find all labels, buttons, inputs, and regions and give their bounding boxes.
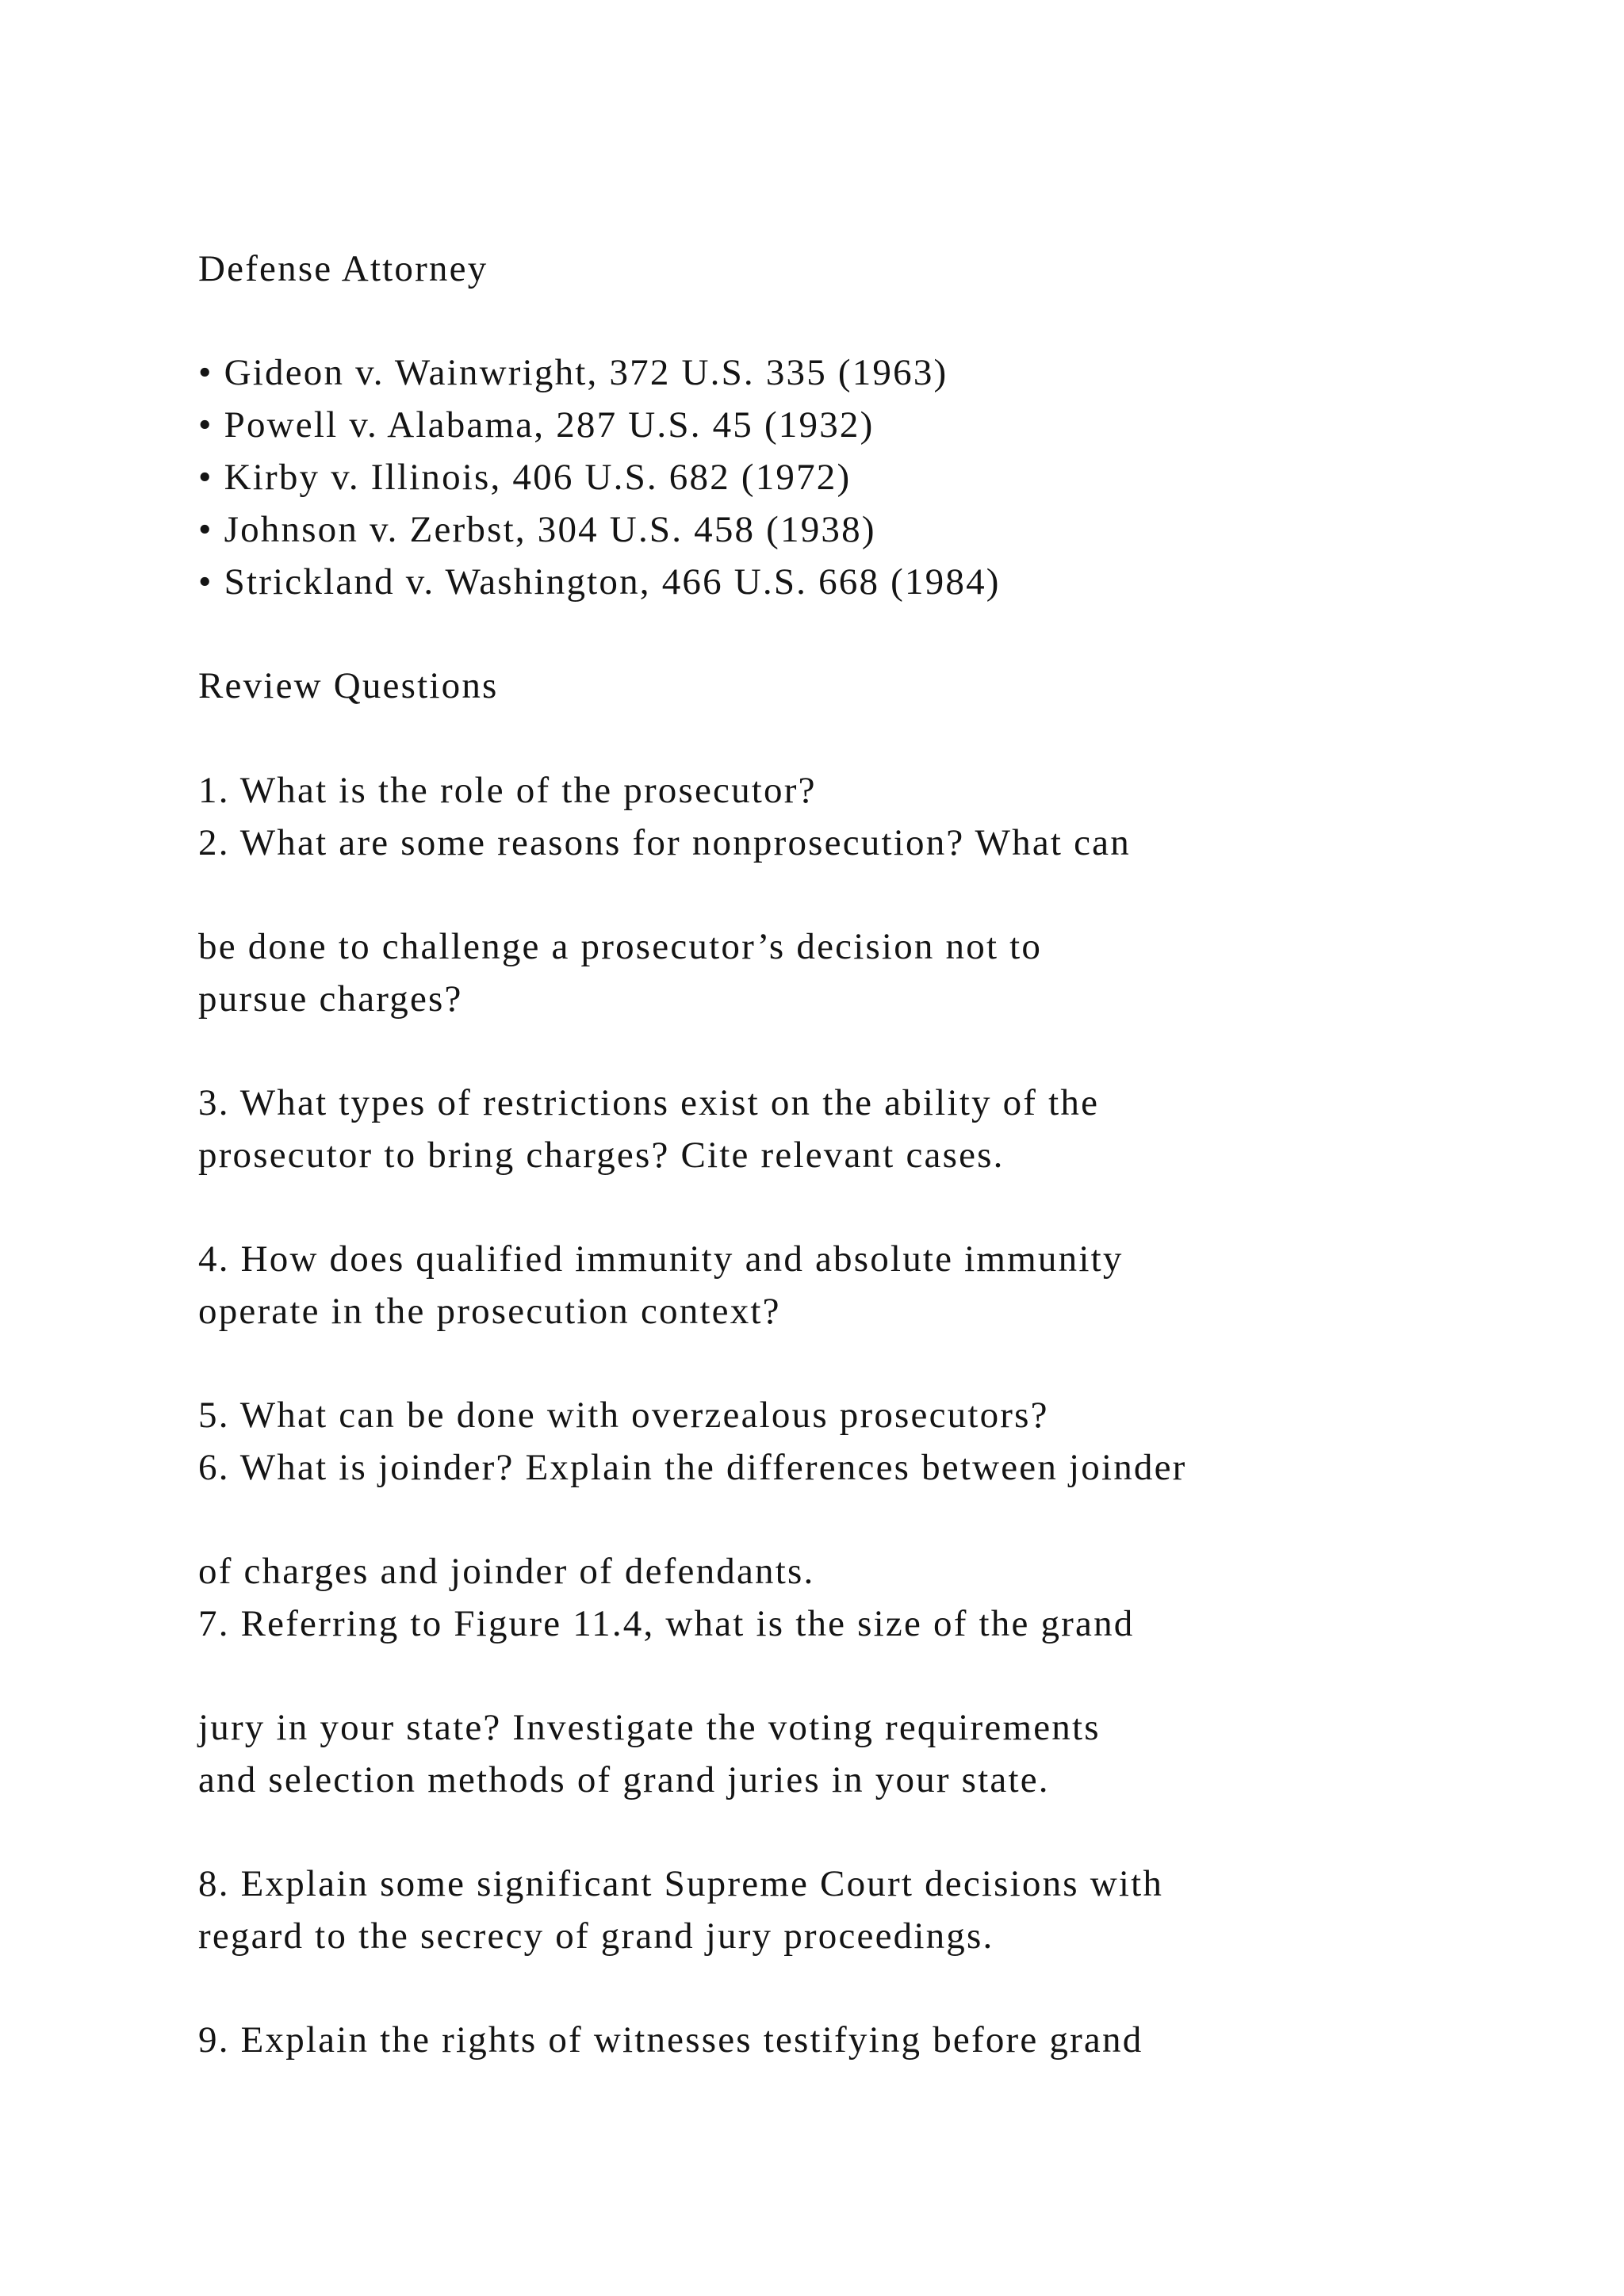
question-line: pursue charges? xyxy=(198,978,463,1020)
case-citation: • Kirby v. Illinois, 406 U.S. 682 (1972) xyxy=(198,457,852,498)
question-line: 5. What can be done with overzealous prosecutors? xyxy=(198,1395,1049,1436)
question-line: and selection methods of grand juries in your state. xyxy=(198,1759,1050,1800)
question-line: jury in your state? Investigate the voting requirements xyxy=(198,1707,1101,1748)
question-line: 9. Explain the rights of witnesses testifying before grand xyxy=(198,2019,1143,2061)
case-citation: • Gideon v. Wainwright, 372 U.S. 335 (1963) xyxy=(198,352,948,393)
section-heading: Defense Attorney xyxy=(198,248,488,289)
case-citation: • Powell v. Alabama, 287 U.S. 45 (1932) xyxy=(198,404,875,446)
case-citation: • Strickland v. Washington, 466 U.S. 668 (1984) xyxy=(198,561,1001,603)
question-line: of charges and joinder of defendants. xyxy=(198,1551,815,1592)
question-line: regard to the secrecy of grand jury proceedings. xyxy=(198,1915,994,1957)
question-line: 2. What are some reasons for nonprosecution? What can xyxy=(198,822,1131,863)
question-line: 8. Explain some significant Supreme Court decisions with xyxy=(198,1863,1164,1904)
question-line: operate in the prosecution context? xyxy=(198,1291,781,1332)
question-line: prosecutor to bring charges? Cite relevant cases. xyxy=(198,1135,1005,1176)
case-citation: • Johnson v. Zerbst, 304 U.S. 458 (1938) xyxy=(198,509,876,550)
question-line: 7. Referring to Figure 11.4, what is the size of the grand xyxy=(198,1603,1135,1644)
review-questions-heading: Review Questions xyxy=(198,665,499,706)
question-line: 1. What is the role of the prosecutor? xyxy=(198,770,817,811)
question-line: 4. How does qualified immunity and absolute immunity xyxy=(198,1238,1124,1280)
question-line: be done to challenge a prosecutor’s decision not to xyxy=(198,926,1043,967)
question-line: 6. What is joinder? Explain the differences between joinder xyxy=(198,1447,1187,1488)
question-line: 3. What types of restrictions exist on the ability of the xyxy=(198,1082,1100,1123)
